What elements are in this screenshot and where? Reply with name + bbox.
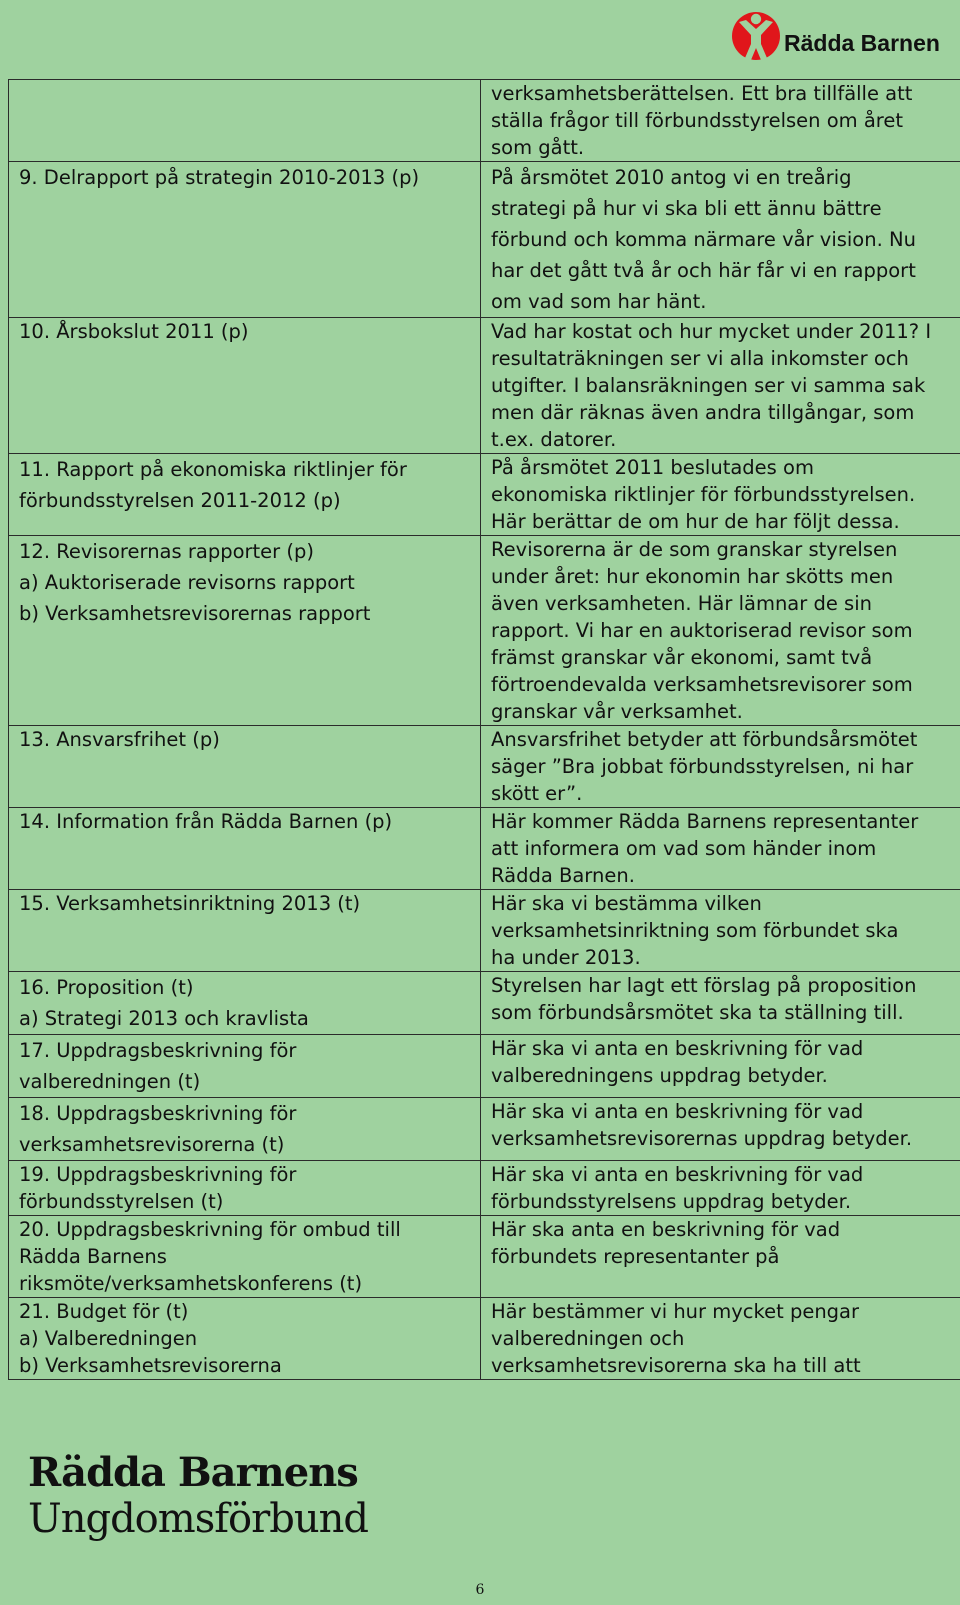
description-cell — [481, 80, 960, 162]
description-line: Ansvarsfrihet betyder att förbundsårsmötet — [491, 728, 918, 751]
footer-logo-line1: Rädda Barnens — [28, 1449, 358, 1496]
agenda-item-line: 17. Uppdragsbeskrivning för — [19, 1039, 297, 1062]
table-row — [9, 890, 960, 972]
agenda-item-cell — [9, 1098, 481, 1161]
table-row — [9, 1035, 960, 1098]
description-line: strategi på hur vi ska bli ett ännu bättre — [491, 197, 882, 220]
table-row — [9, 1216, 960, 1298]
footer-logo-line2: Ungdomsförbund — [28, 1496, 368, 1542]
agenda-item-line: 19. Uppdragsbeskrivning för — [19, 1163, 297, 1186]
description-cell — [481, 162, 960, 318]
description-line: att informera om vad som händer inom — [491, 837, 877, 860]
agenda-item-line: a) Strategi 2013 och kravlista — [19, 1007, 309, 1030]
ungdomsforbund-logo — [28, 1450, 368, 1542]
description-cell — [481, 808, 960, 890]
description-cell — [481, 536, 960, 726]
description-line: förtroendevalda verksamhetsrevisorer som — [491, 673, 913, 696]
description-line: Här berättar de om hur de har följt dessa. — [491, 510, 900, 533]
description-cell — [481, 454, 960, 536]
agenda-item-line: 20. Uppdragsbeskrivning för ombud till — [19, 1218, 401, 1241]
description-line: som förbundsårsmötet ska ta ställning till. — [491, 1001, 904, 1024]
description-line: På årsmötet 2010 antog vi en treårig — [491, 166, 852, 189]
table-row — [9, 1161, 960, 1216]
agenda-item-line: 18. Uppdragsbeskrivning för — [19, 1102, 297, 1125]
description-line: Styrelsen har lagt ett förslag på proposition — [491, 974, 917, 997]
description-line: Här bestämmer vi hur mycket pengar — [491, 1300, 860, 1323]
table-row — [9, 536, 960, 726]
description-line: valberedningens uppdrag betyder. — [491, 1064, 828, 1087]
description-cell — [481, 1216, 960, 1298]
description-line: under året: hur ekonomin har skötts men — [491, 565, 894, 588]
description-line: t.ex. datorer. — [491, 428, 617, 451]
description-line: Här ska anta en beskrivning för vad — [491, 1218, 841, 1241]
table-row — [9, 318, 960, 454]
description-line: men där räknas även andra tillgångar, som — [491, 401, 915, 424]
description-line: Rädda Barnen. — [491, 864, 635, 887]
agenda-item-cell — [9, 890, 481, 972]
description-line: granskar vår verksamhet. — [491, 700, 743, 723]
description-line: rapport. Vi har en auktoriserad revisor som — [491, 619, 913, 642]
agenda-item-cell — [9, 1161, 481, 1216]
description-cell — [481, 726, 960, 808]
agenda-item-cell — [9, 1298, 481, 1380]
description-line: som gått. — [491, 136, 585, 159]
agenda-item-cell — [9, 972, 481, 1035]
description-line: förbund och komma närmare vår vision. Nu — [491, 228, 916, 251]
description-line: ställa frågor till förbundsstyrelsen om året — [491, 109, 904, 132]
description-line: främst granskar vår ekonomi, samt två — [491, 646, 873, 669]
description-cell — [481, 1298, 960, 1380]
description-line: skött er”. — [491, 782, 583, 805]
page-number: 6 — [475, 1582, 485, 1598]
agenda-item-line: 9. Delrapport på strategin 2010-2013 (p) — [19, 166, 420, 189]
agenda-item-line: 15. Verksamhetsinriktning 2013 (t) — [19, 892, 361, 915]
agenda-item-cell — [9, 1035, 481, 1098]
description-line: förbundsstyrelsens uppdrag betyder. — [491, 1190, 852, 1213]
description-line: verksamhetsinriktning som förbundet ska — [491, 919, 899, 942]
description-line: ha under 2013. — [491, 946, 641, 969]
description-cell — [481, 1161, 960, 1216]
agenda-item-cell — [9, 318, 481, 454]
description-line: även verksamheten. Här lämnar de sin — [491, 592, 872, 615]
radda-barnen-logo — [730, 8, 955, 63]
agenda-item-line: 12. Revisorernas rapporter (p) — [19, 540, 314, 563]
description-line: Vad har kostat och hur mycket under 2011? I — [491, 320, 932, 343]
description-line: Revisorerna är de som granskar styrelsen — [491, 538, 898, 561]
description-cell — [481, 1098, 960, 1161]
description-line: om vad som har hänt. — [491, 290, 707, 313]
agenda-item-cell — [9, 808, 481, 890]
agenda-item-line: 13. Ansvarsfrihet (p) — [19, 728, 220, 751]
description-line: Här ska vi anta en beskrivning för vad — [491, 1163, 864, 1186]
description-line: Här ska vi bestämma vilken — [491, 892, 762, 915]
agenda-item-cell — [9, 536, 481, 726]
agenda-item-line: valberedningen (t) — [19, 1070, 201, 1093]
description-line: verksamhetsberättelsen. Ett bra tillfälle att — [491, 82, 913, 105]
agenda-table — [8, 79, 960, 1380]
agenda-item-line: förbundsstyrelsen 2011-2012 (p) — [19, 489, 341, 512]
description-cell — [481, 1035, 960, 1098]
agenda-item-line: a) Valberedningen — [19, 1327, 198, 1350]
logo-wordmark: Rädda Barnen — [784, 30, 940, 56]
agenda-item-line: 16. Proposition (t) — [19, 976, 194, 999]
description-line: verksamhetsrevisorerna ska ha till att — [491, 1354, 861, 1377]
description-line: utgifter. I balansräkningen ser vi samma sak — [491, 374, 926, 397]
description-line: verksamhetsrevisorernas uppdrag betyder. — [491, 1127, 913, 1150]
agenda-item-line: riksmöte/verksamhetskonferens (t) — [19, 1272, 363, 1295]
table-row — [9, 80, 960, 162]
table-row — [9, 1098, 960, 1161]
table-row — [9, 808, 960, 890]
description-line: säger ”Bra jobbat förbundsstyrelsen, ni har — [491, 755, 914, 778]
agenda-item-cell — [9, 162, 481, 318]
table-row — [9, 162, 960, 318]
table-row — [9, 972, 960, 1035]
agenda-item-cell — [9, 80, 481, 162]
description-line: valberedningen och — [491, 1327, 685, 1350]
agenda-item-line: b) Verksamhetsrevisorerna — [19, 1354, 282, 1377]
description-line: ekonomiska riktlinjer för förbundsstyrelsen. — [491, 483, 916, 506]
description-line: Här ska vi anta en beskrivning för vad — [491, 1100, 864, 1123]
agenda-item-line: Rädda Barnens — [19, 1245, 167, 1268]
description-line: Här ska vi anta en beskrivning för vad — [491, 1037, 864, 1060]
description-cell — [481, 890, 960, 972]
description-line: På årsmötet 2011 beslutades om — [491, 456, 814, 479]
table-row — [9, 454, 960, 536]
agenda-item-cell — [9, 726, 481, 808]
agenda-item-line: a) Auktoriserade revisorns rapport — [19, 571, 355, 594]
description-line: resultaträkningen ser vi alla inkomster och — [491, 347, 909, 370]
agenda-item-line: 14. Information från Rädda Barnen (p) — [19, 810, 393, 833]
agenda-item-line: 10. Årsbokslut 2011 (p) — [19, 320, 249, 343]
agenda-item-cell — [9, 454, 481, 536]
description-cell — [481, 972, 960, 1035]
radda-barnen-figure-icon — [730, 8, 782, 62]
description-line: förbundets representanter på — [491, 1245, 780, 1268]
agenda-item-cell — [9, 1216, 481, 1298]
table-row — [9, 1298, 960, 1380]
description-line: Här kommer Rädda Barnens representanter — [491, 810, 919, 833]
description-line: har det gått två år och här får vi en rapport — [491, 259, 916, 282]
description-cell — [481, 318, 960, 454]
agenda-item-line: b) Verksamhetsrevisorernas rapport — [19, 602, 371, 625]
agenda-item-line: 21. Budget för (t) — [19, 1300, 189, 1323]
agenda-item-line: verksamhetsrevisorerna (t) — [19, 1133, 285, 1156]
table-row — [9, 726, 960, 808]
agenda-item-line: förbundsstyrelsen (t) — [19, 1190, 224, 1213]
agenda-item-line: 11. Rapport på ekonomiska riktlinjer för — [19, 458, 407, 481]
